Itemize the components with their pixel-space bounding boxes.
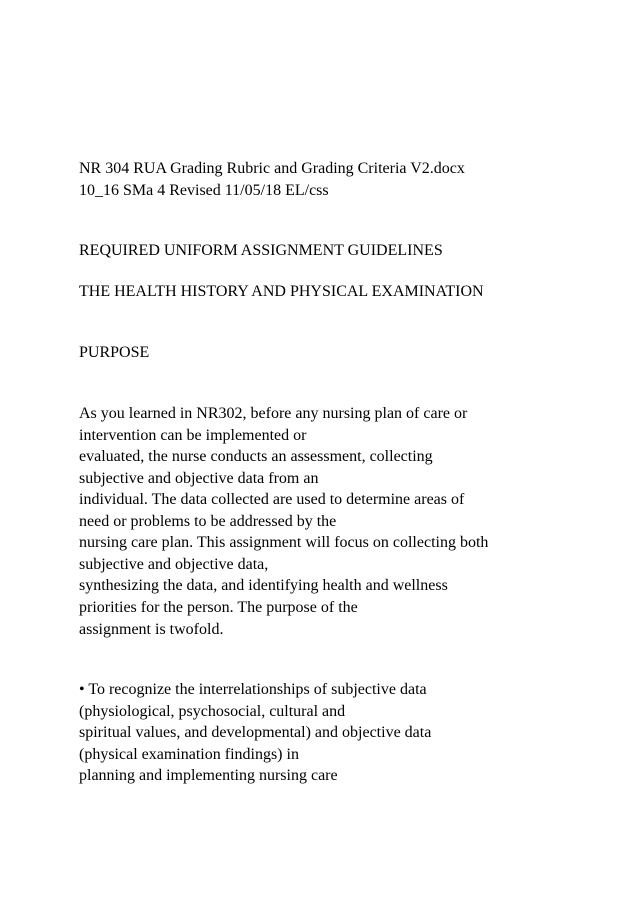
paragraph-line: intervention can be implemented or [79, 427, 307, 444]
heading-health-history: THE HEALTH HISTORY AND PHYSICAL EXAMINATION [79, 283, 484, 300]
bullet-line: (physical examination findings) in [79, 746, 299, 763]
doc-header-line-1: NR 304 RUA Grading Rubric and Grading Criteria V2.docx [79, 160, 465, 177]
bullet-line: spiritual values, and developmental) and objective data [79, 724, 432, 741]
paragraph-line: priorities for the person. The purpose of the [79, 599, 358, 616]
paragraph-line: subjective and objective data from an [79, 470, 319, 487]
paragraph-line: As you learned in NR302, before any nursing plan of care or [79, 405, 468, 422]
doc-header-line-2: 10_16 SMa 4 Revised 11/05/18 EL/css [79, 182, 329, 199]
section-title-purpose: PURPOSE [79, 344, 150, 361]
paragraph-line: subjective and objective data, [79, 556, 269, 573]
heading-uniform-guidelines: REQUIRED UNIFORM ASSIGNMENT GUIDELINES [79, 242, 443, 259]
paragraph-line: individual. The data collected are used to determine areas of [79, 491, 465, 508]
paragraph-line: nursing care plan. This assignment will focus on collecting both [79, 534, 489, 551]
bullet-line: planning and implementing nursing care [79, 767, 338, 784]
bullet-line: • To recognize the interrelationships of subjective data [79, 681, 427, 698]
paragraph-line: synthesizing the data, and identifying health and wellness [79, 577, 448, 594]
paragraph-line: evaluated, the nurse conducts an assessment, collecting [79, 448, 433, 465]
paragraph-line: need or problems to be addressed by the [79, 513, 337, 530]
bullet-line: (physiological, psychosocial, cultural and [79, 703, 346, 720]
paragraph-line: assignment is twofold. [79, 621, 224, 638]
